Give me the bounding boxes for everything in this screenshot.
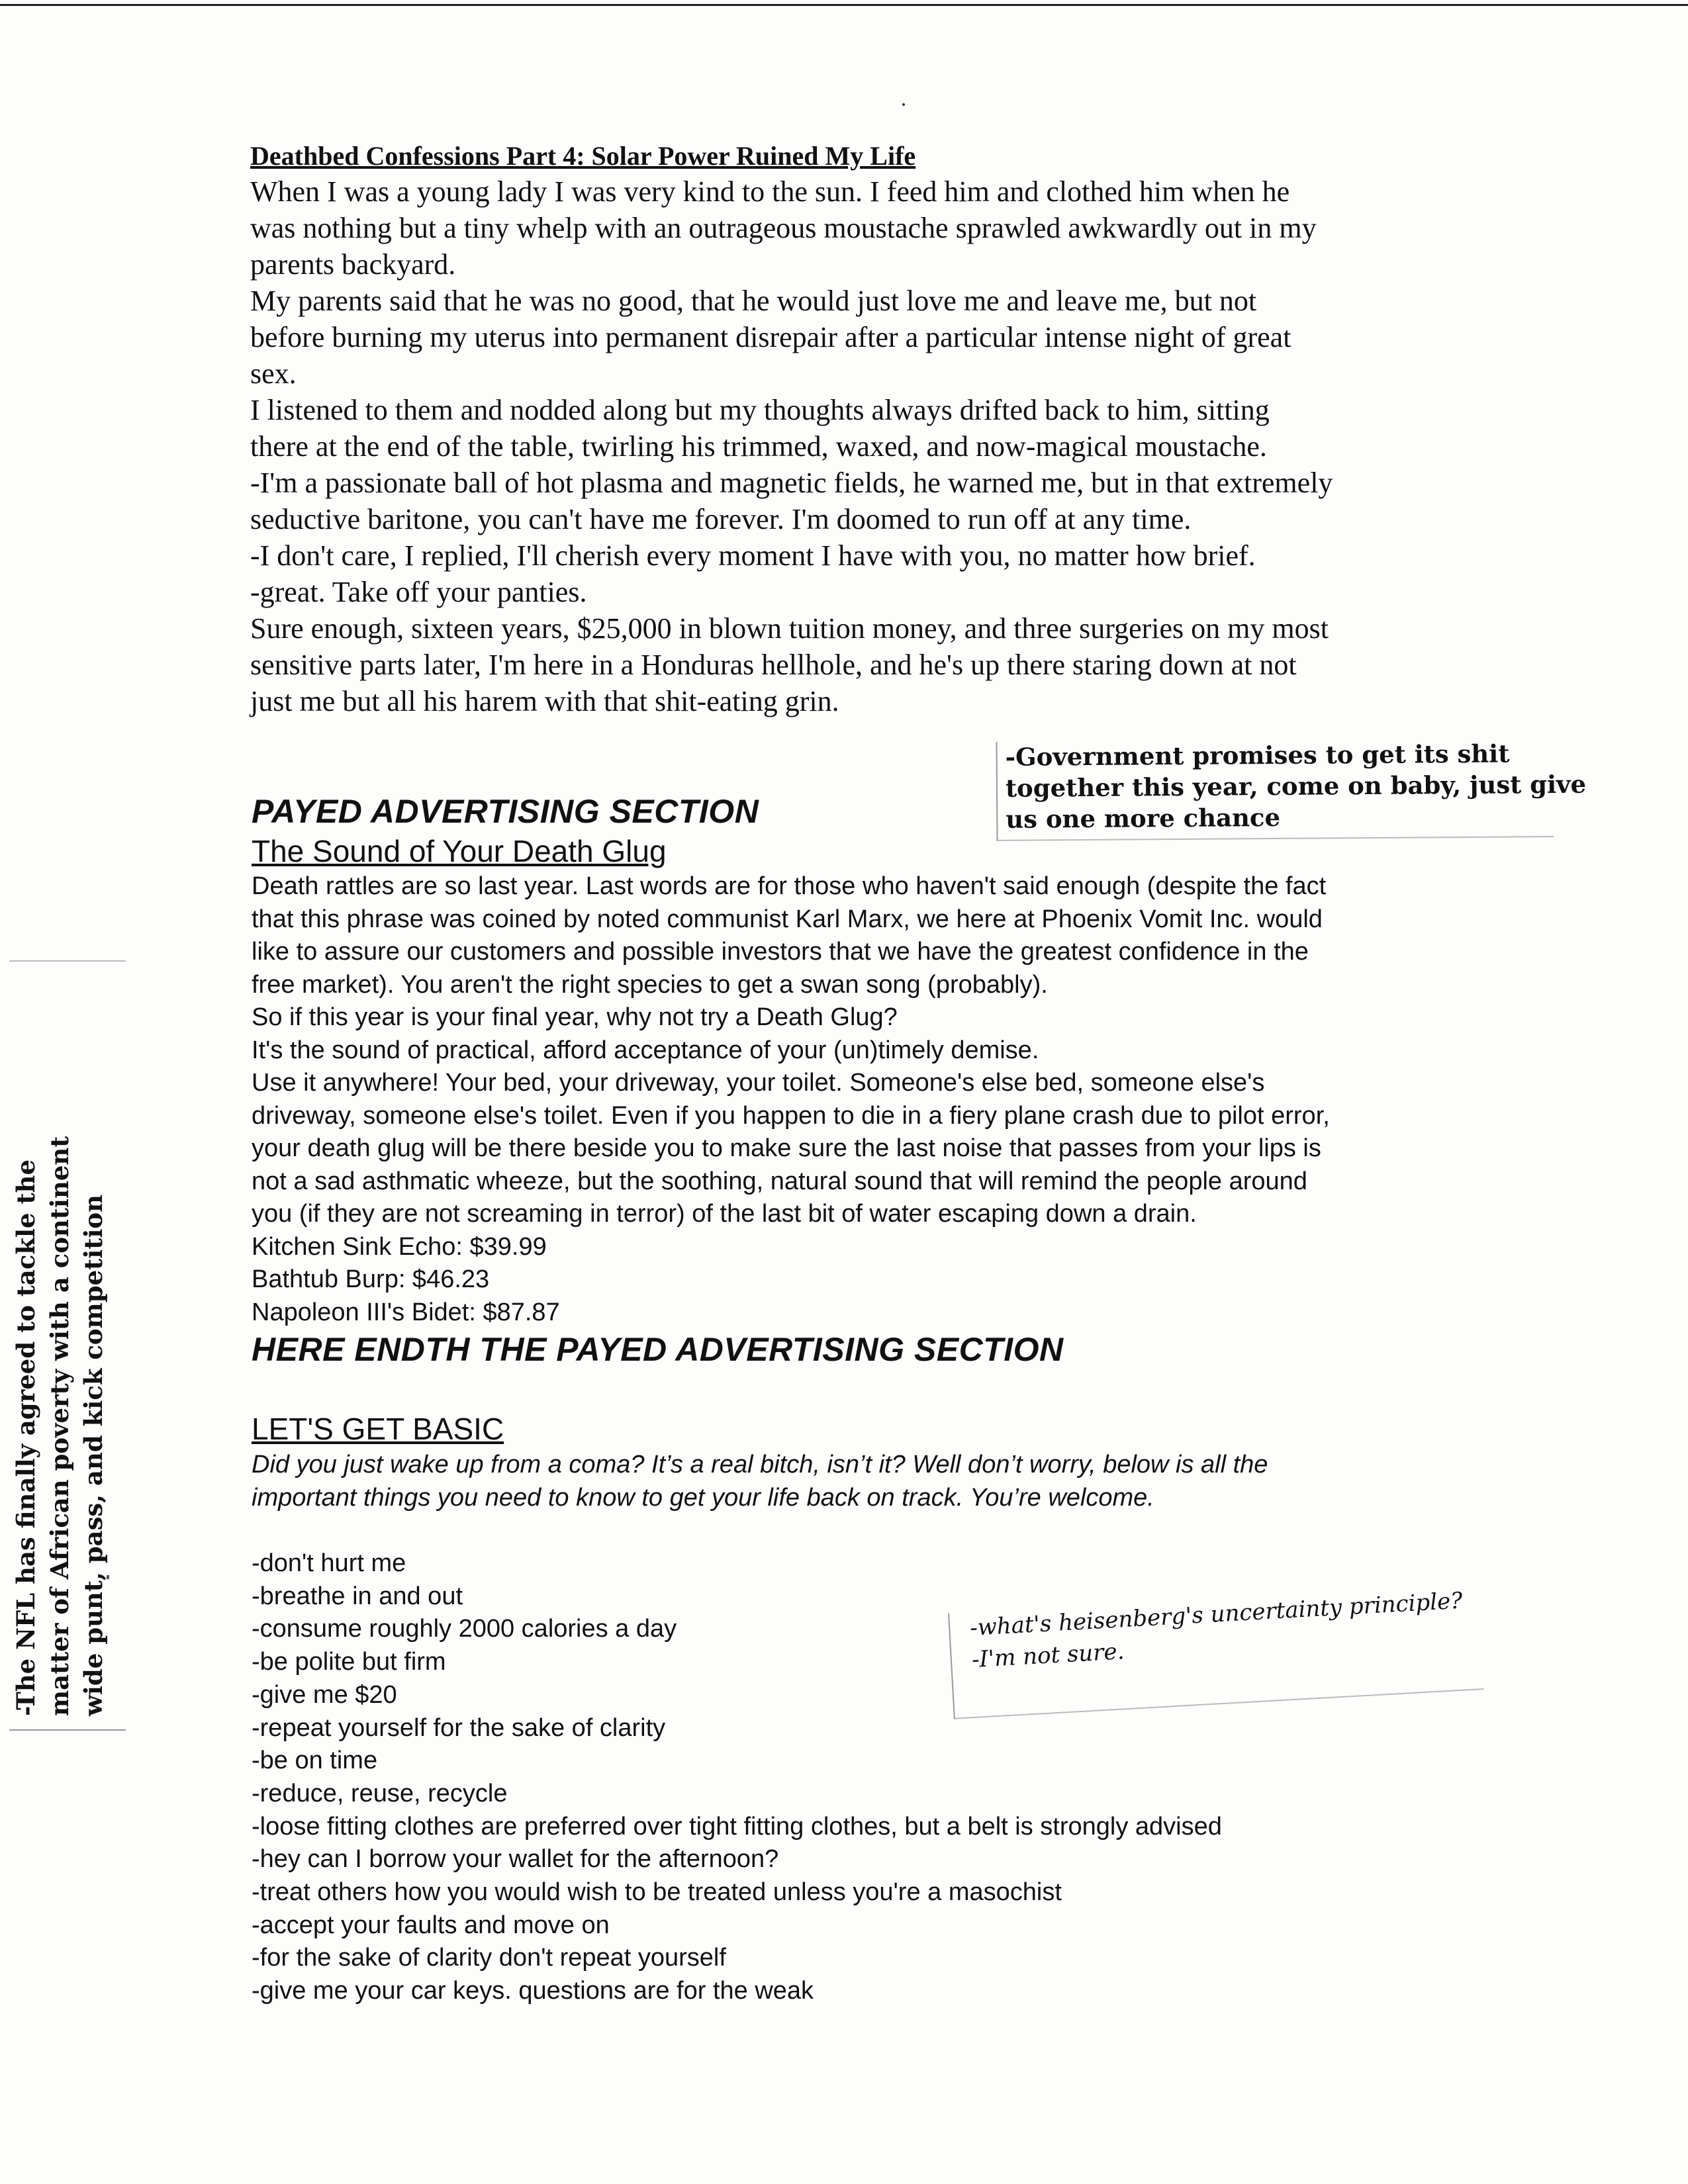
list-item: -be on time	[252, 1747, 378, 1775]
ad-line: free market). You aren't the right species to get a swan song (probably).	[252, 970, 1048, 999]
article-line: -I don't care, I replied, I'll cherish every moment I have with you, no matter how brief.	[250, 539, 1256, 572]
clipping-line: -The NFL has finally agreed to tackle the	[11, 1160, 40, 1716]
clipping-line: -I'm not sure.	[970, 1638, 1125, 1674]
paid-advertising-section	[252, 791, 1476, 1370]
list-item: -give me your car keys. questions are for the weak	[252, 1977, 814, 2005]
list-item: -be polite but firm	[252, 1648, 446, 1676]
ad-line: Use it anywhere! Your bed, your driveway, your toilet. Someone's else bed, someone else's	[252, 1069, 1265, 1097]
scan-speck	[902, 103, 905, 106]
clipping-line: together this year, come on baby, just give	[1005, 769, 1587, 803]
list-item: -consume roughly 2000 calories a day	[252, 1615, 677, 1643]
clipping-line: us one more chance	[1006, 802, 1281, 834]
ad-line: that this phrase was coined by noted communist Karl Marx, we here at Phoenix Vomit Inc. would	[252, 905, 1323, 933]
article-line: before burning my uterus into permanent disrepair after a particular intense night of great	[250, 321, 1291, 353]
price-line: Napoleon III's Bidet: $87.87	[252, 1298, 560, 1326]
price-line: Bathtub Burp: $46.23	[252, 1265, 490, 1293]
nfl-clipping	[9, 960, 126, 1731]
price-line: Kitchen Sink Echo: $39.99	[252, 1232, 547, 1261]
list-item: -breathe in and out	[252, 1582, 463, 1610]
ad-line: Death rattles are so last year. Last words are for those who haven't said enough (despite the fact	[252, 872, 1327, 900]
article-line: -great. Take off your panties.	[250, 576, 587, 608]
article-line: I listened to them and nodded along but my thoughts always drifted back to him, sitting	[250, 394, 1270, 426]
article-line: parents backyard.	[250, 248, 456, 281]
article-line: there at the end of the table, twirling his trimmed, waxed, and now-magical moustache.	[250, 430, 1267, 463]
list-item: -accept your faults and move on	[252, 1911, 610, 1939]
basic-intro-line: important things you need to know to get your life back on track. You’re welcome.	[252, 1484, 1154, 1512]
clipping-line: -what's heisenberg's uncertainty principle?	[969, 1587, 1464, 1642]
scan-top-edge	[0, 4, 1688, 6]
ad-line: you (if they are not screaming in terror) of the last bit of water escaping down a drain.	[252, 1200, 1197, 1228]
list-item: -reduce, reuse, recycle	[252, 1779, 508, 1807]
list-item: -treat others how you would wish to be treated unless you're a masochist	[252, 1878, 1062, 1907]
clipping-line: matter of African poverty with a continent	[45, 1136, 74, 1716]
government-clipping	[996, 738, 1587, 841]
article-line: Sure enough, sixteen years, $25,000 in blown tuition money, and three surgeries on my most	[250, 612, 1329, 645]
article-line: -I'm a passionate ball of hot plasma and magnetic fields, he warned me, but in that extremely	[250, 467, 1333, 499]
article-line: My parents said that he was no good, that he would just love me and leave me, but not	[250, 285, 1257, 317]
list-item: -repeat yourself for the sake of clarity	[252, 1713, 666, 1742]
list-item: -give me $20	[252, 1680, 397, 1709]
ad-footer: HERE ENDTH THE PAYED ADVERTISING SECTION	[252, 1331, 1064, 1368]
ad-line: It's the sound of practical, afford acceptance of your (un)timely demise.	[252, 1036, 1039, 1064]
list-item: -hey can I borrow your wallet for the afternoon?	[252, 1845, 779, 1874]
clipping-line: wide punt, pass, and kick competition	[79, 1194, 108, 1716]
clipping-line: -Government promises to get its shit	[1005, 739, 1510, 772]
ad-line: So if this year is your final year, why not try a Death Glug?	[252, 1003, 898, 1031]
lets-get-basic-section	[252, 1410, 1476, 2008]
ad-line: your death glug will be there beside you to make sure the last noise that passes from your lips is	[252, 1134, 1321, 1162]
article-line: sex.	[250, 357, 297, 390]
article-line: was nothing but a tiny whelp with an outrageous moustache sprawled awkwardly out in my	[250, 212, 1317, 244]
ad-line: not a sad asthmatic wheeze, but the soothing, natural sound that will remind the people around	[252, 1167, 1307, 1195]
basic-heading: LET'S GET BASIC	[252, 1412, 504, 1446]
basic-intro-line: Did you just wake up from a coma? It’s a real bitch, isn’t it? Well don’t worry, below is all the	[252, 1451, 1268, 1479]
article-line: When I was a young lady I was very kind to the sun. I feed him and clothed him when he	[250, 175, 1290, 208]
article-line: just me but all his harem with that shit-eating grin.	[250, 685, 839, 717]
article-line: sensitive parts later, I'm here in a Honduras hellhole, and he's up there staring down at not	[250, 649, 1297, 681]
ad-line: driveway, someone else's toilet. Even if you happen to die in a fiery plane crash due to pilot error,	[252, 1101, 1330, 1130]
list-item: -loose fitting clothes are preferred over tight fitting clothes, but a belt is strongly advised	[252, 1812, 1222, 1841]
deathbed-confessions-article	[250, 139, 1468, 719]
ad-heading: PAYED ADVERTISING SECTION	[252, 793, 759, 830]
list-item: -don't hurt me	[252, 1549, 406, 1577]
list-item: -for the sake of clarity don't repeat yourself	[252, 1944, 726, 1972]
ad-line: like to assure our customers and possible investors that we have the greatest confidence in the	[252, 938, 1309, 966]
article-title: Deathbed Confessions Part 4: Solar Power Ruined My Life	[250, 141, 916, 171]
article-line: seductive baritone, you can't have me forever. I'm doomed to run off at any time.	[250, 503, 1192, 535]
ad-subtitle: The Sound of Your Death Glug	[252, 834, 667, 868]
